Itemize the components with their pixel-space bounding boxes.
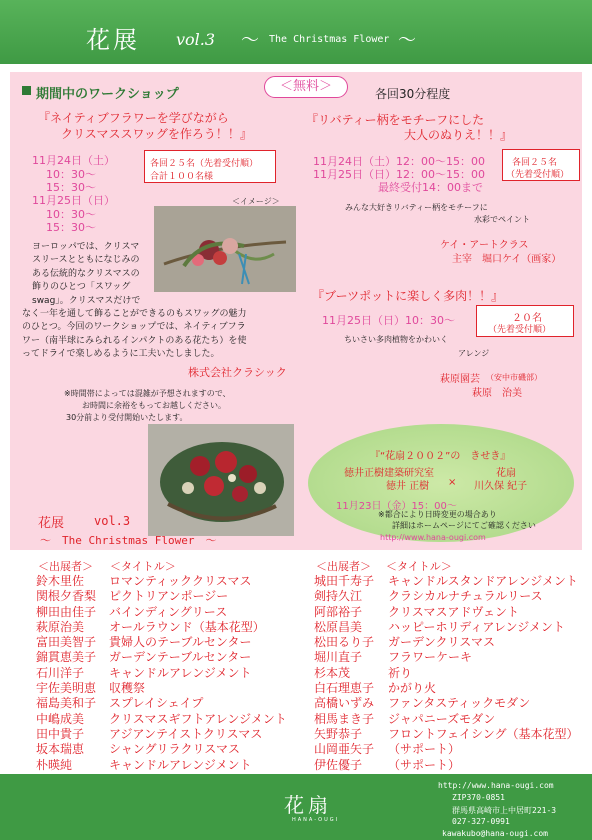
exhibit-title: 花展: [38, 516, 65, 531]
ws1-desc-line: ワー（南半球にみられるインパクトのある花たち）を使: [22, 335, 247, 346]
talk-date: 11月23日（金）15：00〜: [336, 501, 457, 512]
notice-line: お時間に余裕をもってお越しください。: [82, 401, 226, 410]
ws2-capacity-line2: （先着受付順）: [506, 170, 570, 180]
exhibit-subtitle: 〜 The Christmas Flower 〜: [40, 534, 217, 547]
ws1-desc-line: なく一年を通して飾ることができるのもスワッグの魅力: [22, 309, 247, 320]
list-item: 白石理恵子 かがり火: [314, 681, 437, 696]
footer-url[interactable]: http://www.hana-ougi.com: [438, 781, 554, 790]
list-item: 富田美智子 貴婦人のテーブルセンター: [36, 635, 252, 650]
left-exhibitor-header: ＜出展者＞: [38, 560, 93, 573]
footer-address: 群馬県高崎市上中居町221-3: [452, 806, 557, 815]
talk-title: 『“花扇２００２”の きせき』: [370, 451, 511, 462]
notice-line: ※時間帯によっては混雑が予想されますので、: [64, 389, 231, 398]
ws1-time1a: 10：30〜: [46, 168, 96, 181]
left-exhibitor-list: [36, 574, 287, 773]
ws1-desc-line: swag」。クリスマスだけで: [32, 295, 141, 306]
heading-bullet: [22, 86, 31, 95]
notice-line: 30分前より受付開始いたします。: [66, 413, 188, 422]
list-item: 萩原治美 オールラウンド（基本花型）: [36, 619, 265, 634]
ws2-desc-line1: みんな大好きリバティー柄をモチーフに: [345, 203, 488, 212]
talk-url[interactable]: http://www.hana-ougi.com: [380, 533, 486, 542]
ws3-person: 萩原 治美: [472, 388, 522, 399]
ws1-date1: 11月24日（土）: [32, 154, 115, 167]
list-item: 相馬まき子 ジャパニーズモダン: [314, 711, 496, 726]
ws3-org-location: （安中市磯部）: [486, 373, 542, 382]
ws2-last-entry: 最終受付14：00まで: [378, 181, 483, 194]
talk-person-a: 徳井 正樹: [386, 481, 430, 492]
talk-person-b: 川久保 紀子: [474, 481, 528, 492]
ws1-capacity-line1: 各回２５名（先着受付順）: [150, 159, 259, 169]
ws2-date1: 11月24日（土）12：00〜15：00: [313, 155, 485, 168]
list-item: 錦貫恵美子 ガーデンテーブルセンター: [36, 650, 252, 665]
ws2-person: 主宰 堀口ケイ（画家）: [452, 254, 562, 265]
list-item: 剣持久江 クラシカルナチュラルリース: [314, 589, 543, 604]
footer-zip: ZIP370-0851: [452, 793, 505, 802]
ws1-desc-line: のひとつ。今回のワークショップでは、ネイティブフラ: [22, 322, 246, 333]
list-item: 伊佐優子 （サポート）: [314, 757, 461, 772]
header-tilde-left: 〜: [241, 30, 259, 51]
ws1-desc-line: ある伝統的なクリスマスの: [32, 268, 140, 279]
list-item: 鈴木里佐 ロマンティッククリスマス: [36, 574, 252, 588]
workshop-heading: 期間中のワークショップ: [36, 87, 179, 102]
list-item: 高橋いずみ ファンタスティックモダン: [314, 696, 531, 711]
ws1-desc-line: ヨーロッパでは、クリスマ: [32, 242, 140, 252]
list-item: 山岡亜矢子 （サポート）: [314, 742, 461, 757]
list-item: 杉本茂 祈り: [314, 665, 413, 680]
list-item: 中嶋成美 クリスマスギフトアレンジメント: [36, 711, 287, 726]
ws1-desc-line: ってドライで楽しめるように工夫いたしました。: [22, 349, 220, 360]
footer-logo: 花扇: [284, 793, 332, 817]
ws3-desc-line2: アレンジ: [458, 349, 490, 358]
ws3-capacity-line1: ２０名: [512, 313, 542, 324]
talk-cross: ×: [448, 477, 457, 488]
list-item: 柳田由佳子 バインディングリース: [36, 604, 228, 619]
list-item: 城田千寿子 キャンドルスタンドアレンジメント: [314, 574, 578, 588]
ws1-date2: 11月25日（日）: [32, 194, 115, 207]
talk-note1: ※都合により日時変更の場合あり: [378, 510, 497, 519]
right-exhibitor-list: [314, 574, 579, 773]
ws3-org: 萩原園芸: [440, 374, 480, 385]
free-badge: ＜無料＞: [264, 76, 348, 98]
ws2-capacity-line1: 各回２５名: [512, 158, 558, 168]
ws1-company: 株式会社クラシック: [188, 366, 287, 379]
talk-note2: 詳細はホームページにてご確認ください: [392, 521, 536, 530]
list-item: 朴暎純 キャンドルアレンジメント: [36, 757, 252, 772]
ws3-date: 11月25日（日）10：30〜: [322, 314, 455, 327]
footer-logo-sub: HANA-OUGI: [292, 817, 340, 823]
talk-org-b: 花扇: [496, 468, 516, 479]
footer-email[interactable]: kawakubo@hana-ougi.com: [442, 829, 548, 838]
ws3-title: 『ブーツポットに楽しく多肉！！』: [312, 289, 504, 303]
ws1-title-line2: クリスマススワッグを作ろう！！』: [61, 127, 252, 141]
ws3-capacity-line2: （先着受付順）: [488, 325, 552, 335]
list-item: 堀川直子 フラワーケーキ: [314, 650, 473, 665]
right-exhibitor-header: ＜出展者＞: [316, 560, 371, 573]
ws2-title-line2: 大人のぬりえ！！』: [404, 128, 513, 142]
ws1-capacity-line2: 合計１００名様: [150, 172, 214, 182]
list-item: 石川洋子 キャンドルアレンジメント: [36, 665, 252, 680]
ws1-desc-line: 飾りのひとつ「スワッグ: [32, 282, 131, 293]
workshop-duration: 各回30分程度: [375, 87, 451, 101]
header-subtitle: The Christmas Flower: [269, 34, 390, 45]
header-title: 花展: [86, 26, 140, 54]
header-tilde-right: 〜: [398, 30, 416, 51]
ws2-date2: 11月25日（日）12：00〜15：00: [313, 168, 485, 181]
ws1-time1b: 15：30〜: [46, 181, 96, 194]
exhibit-vol: vol.3: [94, 514, 131, 528]
list-item: 松原昌美 ハッピーホリディアレンジメント: [314, 619, 565, 634]
list-item: 宇佐美明恵 収穫祭: [36, 681, 146, 696]
list-item: 松田るり子 ガーデンクリスマス: [314, 635, 496, 650]
list-item: 関根夕香梨 ピクトリアンポージー: [36, 589, 229, 604]
list-item: 坂本瑞恵 シャングリラクリスマス: [36, 742, 241, 757]
ws2-org: ケイ・アートクラス: [440, 240, 529, 251]
list-item: 田中貴子 アジアンテイストクリスマス: [36, 726, 263, 741]
right-title-header: ＜タイトル＞: [386, 560, 452, 573]
list-item: 阿部裕子 クリスマスアドヴェント: [314, 604, 520, 619]
arrangement-photo: [148, 424, 294, 536]
ws3-desc-line1: ちいさい多肉植物をかわいく: [344, 335, 448, 344]
header-vol: vol.3: [176, 30, 216, 49]
ws1-time2b: 15：30〜: [46, 221, 96, 234]
ws1-desc-line: スリースとともになじみの: [32, 255, 140, 266]
list-item: 矢野恭子 フロントフェイシング（基本花型）: [314, 726, 579, 741]
talk-org-a: 徳井正樹建築研究室: [344, 468, 434, 479]
ws1-time2a: 10：30〜: [46, 208, 96, 221]
ws1-image-caption: ＜イメージ＞: [232, 197, 280, 206]
ws2-title-line1: 『リバティー柄をモチーフにした: [306, 113, 485, 127]
ws1-title-line1: 『ネイティブフラワーを学びながら: [38, 111, 229, 125]
list-item: 福島美和子 スプレイシェイプ: [36, 696, 204, 711]
left-title-header: ＜タイトル＞: [110, 560, 176, 573]
footer-tel: 027-327-0991: [452, 817, 510, 826]
ws2-desc-line2: 水彩でペイント: [474, 215, 530, 224]
